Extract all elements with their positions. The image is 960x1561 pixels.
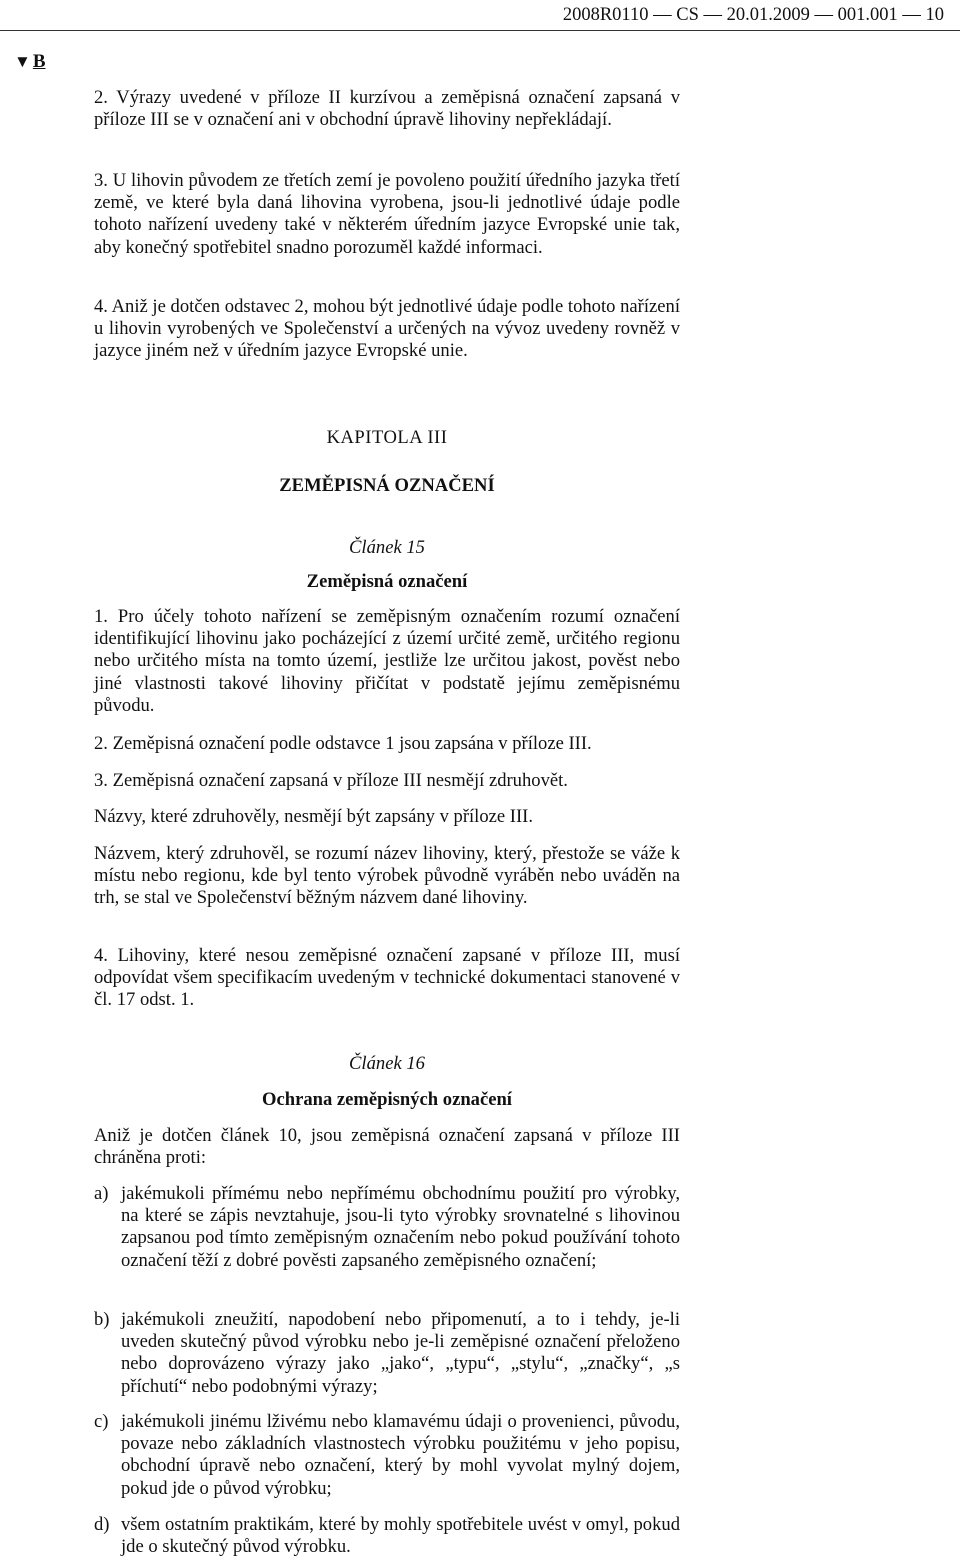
list-item-label: c) [94,1411,109,1432]
list-item-text: jakémukoli zneužití, napodobení nebo připomenutí, a to i tehdy, je-li uveden skutečný původ výrobku nebo je-li zeměpisné označení přeloženo nebo doprovázeno výrazy jako „jako“, „typu“, „stylu“, „značky“, „s příchutí“ nebo podobnými výrazy; [121,1309,680,1397]
document-header: 2008R0110 — CS — 20.01.2009 — 001.001 — 10 [562,5,944,25]
amendment-marker [14,50,46,74]
paragraph-text: Názvem, který zdruhověl, se rozumí název lihoviny, který, přestože se váže k místu nebo regionu, kde byl tento výrobek původně vyráběn nebo uváděn na trh, se stal ve Společenství běžným názvem dané lihoviny. [94,843,680,909]
paragraph-text: 2. Výrazy uvedené v příloze II kurzívou a zeměpisná označení zapsaná v příloze III se v označení ani v obchodní úpravě lihoviny nepřekládají. [94,87,680,131]
paragraph-text: 4. Aniž je dotčen odstavec 2, mohou být jednotlivé údaje podle tohoto nařízení u lihovin vyrobených ve Společenství a určených na vývoz uvedeny rovněž v jazyce jiném než v úředním jazyce Evropské unie. [94,296,680,362]
list-item-label: b) [94,1309,110,1330]
list-item-a [94,1183,680,1272]
chapter-title: ZEMĚPISNÁ OZNAČENÍ [279,475,495,496]
article-15-paragraph-4 [94,945,680,1012]
marker-letter: B [32,51,46,72]
paragraph-4 [94,296,680,363]
article-15-label: Článek 15 [349,537,425,558]
article-15-paragraph-3 [94,770,680,792]
list-item-text: jakémukoli přímému nebo nepřímému obchodnímu použití pro výrobky, na které se zápis nevztahuje, jsou-li tyto výrobky srovnatelné s lihovinou zapsanou pod tímto zeměpisným označením nebo pokud používání tohoto označení těží z dobré pověsti zapsaného zeměpisného označení; [121,1183,680,1271]
paragraph-3 [94,170,680,259]
article-16-label: Článek 16 [349,1053,425,1074]
article-15-paragraph-3-sub-2 [94,843,680,910]
paragraph-text: 3. U lihovin původem ze třetích zemí je povoleno použití úředního jazyka třetí země, ve které byla daná lihovina vyrobena, jsou-li jednotlivé údaje podle tohoto nařízení uvedeny také v některém úředním jazyce Evropské unie tak, aby konečný spotřebitel snadno porozuměl každé informaci. [94,170,680,258]
chapter-label: KAPITOLA III [326,427,448,448]
paragraph-text: Názvy, které zdruhověly, nesmějí být zapsány v příloze III. [94,806,534,827]
article-15-paragraph-2 [94,733,680,755]
paragraph-text: 1. Pro účely tohoto nařízení se zeměpisným označením rozumí označení identifikující lihovinu jako pocházející z území určité země, určitého regionu nebo určitého místa na tomto území, jestliže lze určitou jakost, pověst nebo jiné vlastnosti takové lihoviny přičítat v podstatě jejímu zeměpisnému původu. [94,606,680,716]
list-item-text: jakémukoli jinému lživému nebo klamavému údaji o provenienci, původu, povaze nebo základních vlastnostech výrobku použitému v jeho popisu, obchodní úpravě nebo označení, který by mohl vyvolat mylný dojem, pokud jde o původ výrobku; [121,1411,680,1499]
paragraph-text: 4. Lihoviny, které nesou zeměpisné označení zapsané v příloze III, musí odpovídat všem specifikacím uvedeným v technické dokumentaci stanovené v čl. 17 odst. 1. [94,945,680,1011]
paragraph-text: 3. Zeměpisná označení zapsaná v příloze III nesmějí zdruhovět. [94,770,568,791]
article-15-paragraph-3-sub-1 [94,806,680,828]
article-15-paragraph-1 [94,606,680,717]
list-item-c [94,1411,680,1500]
list-item-d [94,1514,680,1558]
triangle-down-icon: ▼ [14,52,31,71]
article-15-title: Zeměpisná označení [306,571,468,592]
list-item-label: a) [94,1183,109,1204]
header-rule [0,30,960,31]
paragraph-text: 2. Zeměpisná označení podle odstavce 1 jsou zapsána v příloze III. [94,733,592,754]
article-16-title: Ochrana zeměpisných označení [262,1089,512,1110]
paragraph-text: Aniž je dotčen článek 10, jsou zeměpisná označení zapsaná v příloze III chráněna proti: [94,1125,680,1169]
paragraph-2 [94,87,680,131]
list-item-text: všem ostatním praktikám, které by mohly spotřebitele uvést v omyl, pokud jde o skutečný původ výrobku. [121,1514,680,1558]
article-16-intro [94,1125,680,1169]
list-item-b [94,1309,680,1398]
list-item-label: d) [94,1514,110,1535]
